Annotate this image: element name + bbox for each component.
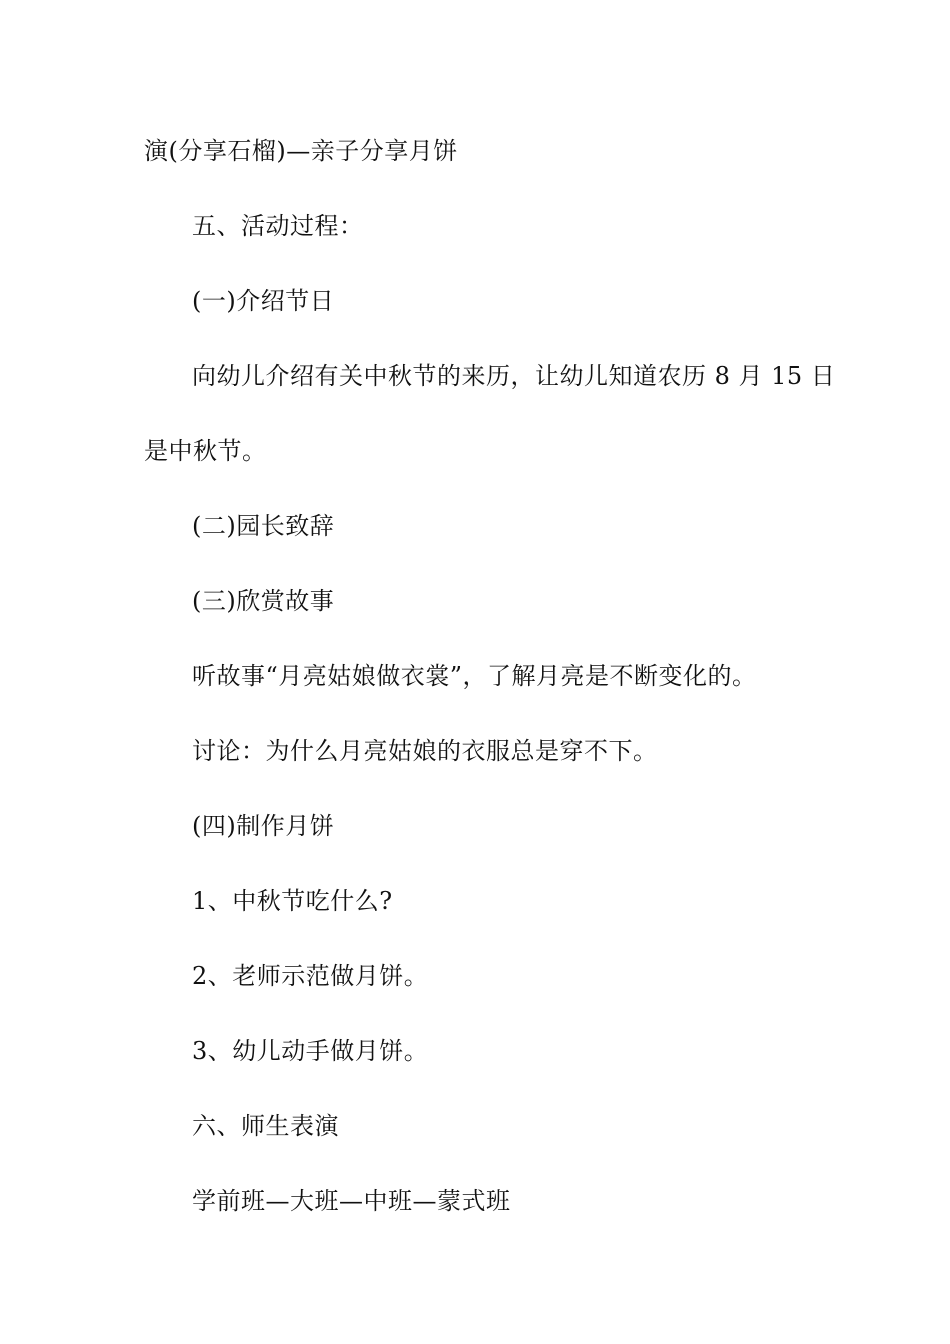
section-heading-performance: 六、师生表演: [192, 1112, 339, 1140]
paragraph-festival-origin-continued: 是中秋节。: [144, 437, 267, 465]
subheading-story: (三)欣赏故事: [192, 587, 335, 615]
subheading-make-mooncakes: (四)制作月饼: [192, 812, 335, 840]
subheading-principal-speech: (二)园长致辞: [192, 512, 335, 540]
section-heading-process: 五、活动过程：: [192, 212, 364, 240]
subheading-introduce-festival: (一)介绍节日: [192, 287, 335, 315]
paragraph-festival-origin: 向幼儿介绍有关中秋节的来历，让幼儿知道农历 8 月 15 日: [192, 362, 836, 390]
list-item-1: 1、中秋节吃什么?: [192, 887, 393, 915]
paragraph-discussion: 讨论：为什么月亮姑娘的衣服总是穿不下。: [192, 737, 658, 765]
paragraph-class-order: 学前班—大班—中班—蒙式班: [192, 1187, 511, 1215]
list-item-3: 3、幼儿动手做月饼。: [192, 1037, 429, 1065]
list-item-2: 2、老师示范做月饼。: [192, 962, 429, 990]
paragraph-continuation: 演(分享石榴)—亲子分享月饼: [144, 137, 458, 165]
paragraph-story: 听故事“月亮姑娘做衣裳”，了解月亮是不断变化的。: [192, 662, 757, 690]
